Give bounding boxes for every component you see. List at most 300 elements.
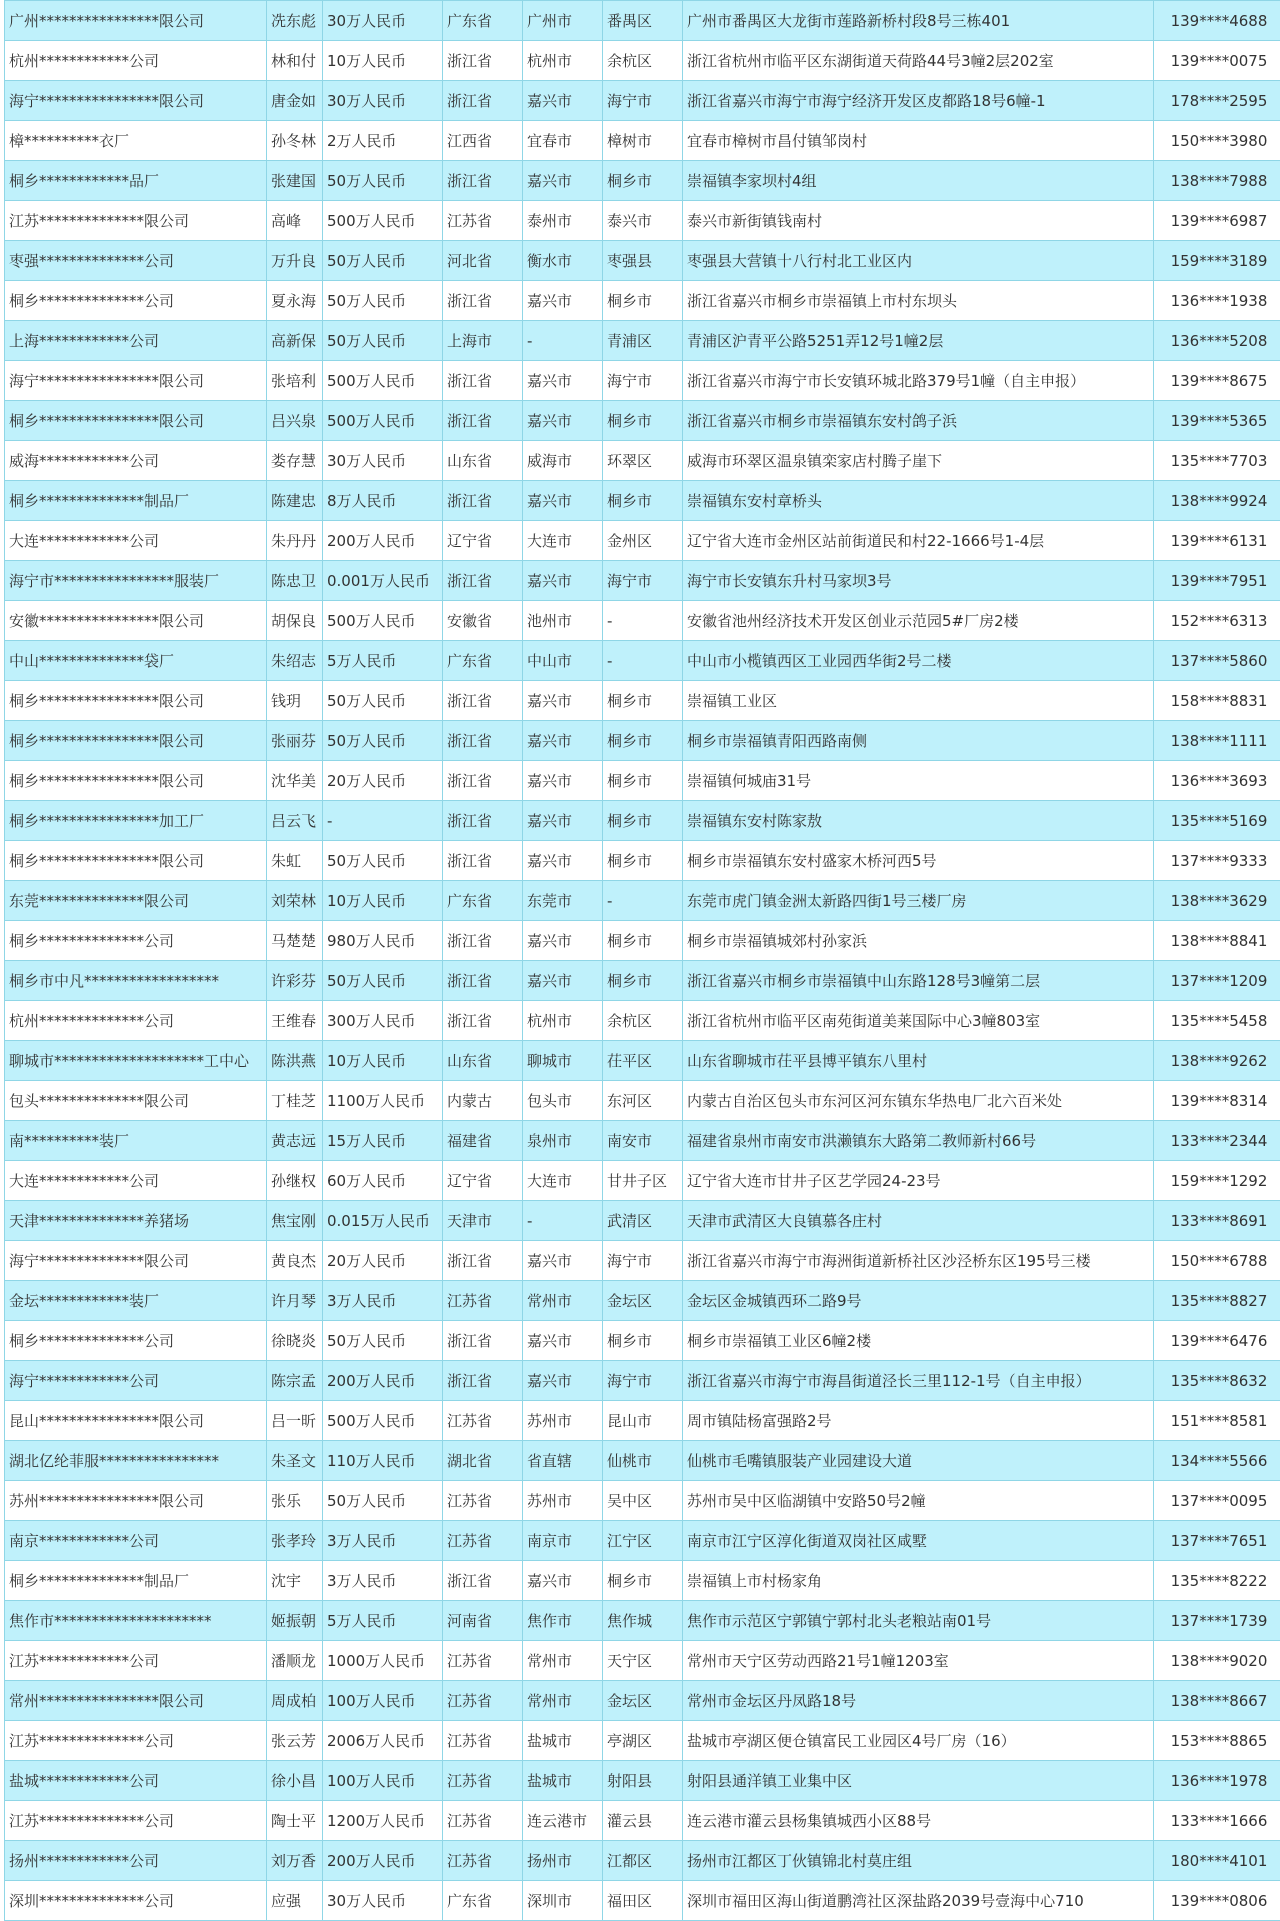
legal-person-cell: 朱绍志: [267, 641, 323, 681]
table-row: [5, 1201, 1280, 1241]
address-cell: 苏州市吴中区临湖镇中安路50号2幢: [683, 1481, 1154, 1521]
registered-capital-cell: 3万人民币: [323, 1281, 443, 1321]
district-cell: 桐乡市: [603, 681, 683, 721]
registered-capital-cell: 0.001万人民币: [323, 561, 443, 601]
address-cell: 崇福镇东安村章桥头: [683, 481, 1154, 521]
address-cell: 辽宁省大连市甘井子区艺学园24-23号: [683, 1161, 1154, 1201]
province-cell: 浙江省: [443, 681, 523, 721]
district-cell: 海宁市: [603, 1361, 683, 1401]
table-row: [5, 1561, 1280, 1601]
legal-person-cell: 朱圣文: [267, 1441, 323, 1481]
table-row: [5, 1761, 1280, 1801]
city-cell: 常州市: [523, 1281, 603, 1321]
company-name-cell: 广州****************限公司: [5, 1, 267, 41]
province-cell: 江苏省: [443, 1801, 523, 1841]
province-cell: 江苏省: [443, 1681, 523, 1721]
company-name-cell: 桐乡**************制品厂: [5, 1561, 267, 1601]
registered-capital-cell: 10万人民币: [323, 881, 443, 921]
legal-person-cell: 陈洪燕: [267, 1041, 323, 1081]
city-cell: 嘉兴市: [523, 1361, 603, 1401]
address-cell: 南京市江宁区淳化街道双岗社区咸墅: [683, 1521, 1154, 1561]
address-cell: 扬州市江都区丁伙镇锦北村莫庄组: [683, 1841, 1154, 1881]
table-row: [5, 561, 1280, 601]
address-cell: 崇福镇东安村陈家敖: [683, 801, 1154, 841]
phone-cell: 180****4101: [1154, 1841, 1280, 1881]
phone-cell: 137****1739: [1154, 1601, 1280, 1641]
province-cell: 山东省: [443, 441, 523, 481]
table-row: [5, 1401, 1280, 1441]
registered-capital-cell: 10万人民币: [323, 1041, 443, 1081]
district-cell: 焦作城: [603, 1601, 683, 1641]
table-row: [5, 481, 1280, 521]
legal-person-cell: 焦宝刚: [267, 1201, 323, 1241]
city-cell: 深圳市: [523, 1881, 603, 1921]
registered-capital-cell: 50万人民币: [323, 681, 443, 721]
address-cell: 广州市番禺区大龙街市莲路新桥村段8号三栋401: [683, 1, 1154, 41]
phone-cell: 135****8222: [1154, 1561, 1280, 1601]
district-cell: 南安市: [603, 1121, 683, 1161]
company-name-cell: 安徽****************限公司: [5, 601, 267, 641]
registered-capital-cell: 50万人民币: [323, 1481, 443, 1521]
legal-person-cell: 万升良: [267, 241, 323, 281]
address-cell: 东莞市虎门镇金洲太新路四街1号三楼厂房: [683, 881, 1154, 921]
city-cell: 泰州市: [523, 201, 603, 241]
phone-cell: 133****2344: [1154, 1121, 1280, 1161]
legal-person-cell: 冼东彪: [267, 1, 323, 41]
address-cell: 辽宁省大连市金州区站前街道民和村22-1666号1-4层: [683, 521, 1154, 561]
legal-person-cell: 沈宇: [267, 1561, 323, 1601]
registered-capital-cell: 1100万人民币: [323, 1081, 443, 1121]
district-cell: 桐乡市: [603, 721, 683, 761]
legal-person-cell: 吕云飞: [267, 801, 323, 841]
district-cell: 茌平区: [603, 1041, 683, 1081]
province-cell: 浙江省: [443, 561, 523, 601]
legal-person-cell: 张丽芬: [267, 721, 323, 761]
city-cell: 中山市: [523, 641, 603, 681]
table-row: [5, 521, 1280, 561]
registered-capital-cell: 20万人民币: [323, 1241, 443, 1281]
legal-person-cell: 马楚楚: [267, 921, 323, 961]
legal-person-cell: 林和付: [267, 41, 323, 81]
registered-capital-cell: 50万人民币: [323, 161, 443, 201]
address-cell: 宜春市樟树市昌付镇邹岗村: [683, 121, 1154, 161]
legal-person-cell: 丁桂芝: [267, 1081, 323, 1121]
registered-capital-cell: 50万人民币: [323, 721, 443, 761]
phone-cell: 153****8865: [1154, 1721, 1280, 1761]
address-cell: 安徽省池州经济技术开发区创业示范园5#厂房2楼: [683, 601, 1154, 641]
city-cell: 常州市: [523, 1681, 603, 1721]
legal-person-cell: 周成柏: [267, 1681, 323, 1721]
legal-person-cell: 黄良杰: [267, 1241, 323, 1281]
table-row: [5, 961, 1280, 1001]
district-cell: 海宁市: [603, 561, 683, 601]
address-cell: 崇福镇李家坝村4组: [683, 161, 1154, 201]
table-row: [5, 1521, 1280, 1561]
district-cell: 海宁市: [603, 1241, 683, 1281]
province-cell: 江苏省: [443, 1721, 523, 1761]
phone-cell: 139****6131: [1154, 521, 1280, 561]
province-cell: 上海市: [443, 321, 523, 361]
table-row: [5, 401, 1280, 441]
table-row: [5, 841, 1280, 881]
company-name-cell: 苏州****************限公司: [5, 1481, 267, 1521]
district-cell: 金州区: [603, 521, 683, 561]
registered-capital-cell: 50万人民币: [323, 321, 443, 361]
province-cell: 浙江省: [443, 1561, 523, 1601]
company-name-cell: 桐乡************品厂: [5, 161, 267, 201]
registered-capital-cell: 60万人民币: [323, 1161, 443, 1201]
city-cell: 嘉兴市: [523, 1321, 603, 1361]
district-cell: 金坛区: [603, 1681, 683, 1721]
company-name-cell: 桐乡****************限公司: [5, 401, 267, 441]
table-row: [5, 1641, 1280, 1681]
city-cell: 嘉兴市: [523, 401, 603, 441]
city-cell: 杭州市: [523, 41, 603, 81]
phone-cell: 138****9924: [1154, 481, 1280, 521]
company-name-cell: 桐乡****************限公司: [5, 681, 267, 721]
company-name-cell: 桐乡****************加工厂: [5, 801, 267, 841]
registered-capital-cell: 30万人民币: [323, 1881, 443, 1921]
district-cell: 天宁区: [603, 1641, 683, 1681]
province-cell: 辽宁省: [443, 1161, 523, 1201]
province-cell: 江苏省: [443, 1401, 523, 1441]
address-cell: 山东省聊城市茌平县博平镇东八里村: [683, 1041, 1154, 1081]
company-name-cell: 海宁****************限公司: [5, 361, 267, 401]
legal-person-cell: 张培利: [267, 361, 323, 401]
address-cell: 浙江省杭州市临平区东湖街道天荷路44号3幢2层202室: [683, 41, 1154, 81]
company-name-cell: 盐城************公司: [5, 1761, 267, 1801]
legal-person-cell: 张乐: [267, 1481, 323, 1521]
registered-capital-cell: 50万人民币: [323, 841, 443, 881]
district-cell: 泰兴市: [603, 201, 683, 241]
company-name-cell: 金坛************装厂: [5, 1281, 267, 1321]
company-name-cell: 焦作市*********************: [5, 1601, 267, 1641]
company-name-cell: 威海************公司: [5, 441, 267, 481]
phone-cell: 136****5208: [1154, 321, 1280, 361]
table-row: [5, 361, 1280, 401]
district-cell: 昆山市: [603, 1401, 683, 1441]
company-name-cell: 海宁**************限公司: [5, 1241, 267, 1281]
legal-person-cell: 胡保良: [267, 601, 323, 641]
table-row: [5, 881, 1280, 921]
address-cell: 仙桃市毛嘴镇服装产业园建设大道: [683, 1441, 1154, 1481]
table-body: [5, 1, 1280, 1921]
legal-person-cell: 张云芳: [267, 1721, 323, 1761]
city-cell: 嘉兴市: [523, 81, 603, 121]
registered-capital-cell: 30万人民币: [323, 81, 443, 121]
province-cell: 江西省: [443, 121, 523, 161]
address-cell: 盐城市亭湖区便仓镇富民工业园区4号厂房（16）: [683, 1721, 1154, 1761]
registered-capital-cell: -: [323, 801, 443, 841]
table-row: [5, 321, 1280, 361]
registered-capital-cell: 15万人民币: [323, 1121, 443, 1161]
address-cell: 天津市武清区大良镇慕各庄村: [683, 1201, 1154, 1241]
phone-cell: 139****7951: [1154, 561, 1280, 601]
district-cell: 江都区: [603, 1841, 683, 1881]
legal-person-cell: 娄存慧: [267, 441, 323, 481]
province-cell: 福建省: [443, 1121, 523, 1161]
district-cell: 金坛区: [603, 1281, 683, 1321]
phone-cell: 137****7651: [1154, 1521, 1280, 1561]
company-name-cell: 江苏**************限公司: [5, 201, 267, 241]
address-cell: 桐乡市崇福镇城郊村孙家浜: [683, 921, 1154, 961]
city-cell: 嘉兴市: [523, 961, 603, 1001]
phone-cell: 136****1978: [1154, 1761, 1280, 1801]
district-cell: 桐乡市: [603, 921, 683, 961]
table-row: [5, 81, 1280, 121]
district-cell: 余杭区: [603, 1001, 683, 1041]
company-name-cell: 包头**************限公司: [5, 1081, 267, 1121]
table-row: [5, 1681, 1280, 1721]
city-cell: 苏州市: [523, 1481, 603, 1521]
phone-cell: 135****5458: [1154, 1001, 1280, 1041]
address-cell: 内蒙古自治区包头市东河区河东镇东华热电厂北六百米处: [683, 1081, 1154, 1121]
company-name-cell: 湖北亿纶菲服****************: [5, 1441, 267, 1481]
province-cell: 江苏省: [443, 201, 523, 241]
province-cell: 浙江省: [443, 81, 523, 121]
legal-person-cell: 刘万香: [267, 1841, 323, 1881]
district-cell: 桐乡市: [603, 1561, 683, 1601]
table-row: [5, 1, 1280, 41]
legal-person-cell: 唐金如: [267, 81, 323, 121]
province-cell: 广东省: [443, 881, 523, 921]
registered-capital-cell: 200万人民币: [323, 1841, 443, 1881]
registered-capital-cell: 50万人民币: [323, 281, 443, 321]
address-cell: 常州市金坛区丹凤路18号: [683, 1681, 1154, 1721]
registered-capital-cell: 50万人民币: [323, 241, 443, 281]
company-name-cell: 江苏************公司: [5, 1641, 267, 1681]
district-cell: 桐乡市: [603, 161, 683, 201]
address-cell: 枣强县大营镇十八行村北工业区内: [683, 241, 1154, 281]
city-cell: 盐城市: [523, 1761, 603, 1801]
table-row: [5, 1441, 1280, 1481]
address-cell: 射阳县通洋镇工业集中区: [683, 1761, 1154, 1801]
city-cell: 嘉兴市: [523, 481, 603, 521]
company-name-cell: 海宁************公司: [5, 1361, 267, 1401]
province-cell: 安徽省: [443, 601, 523, 641]
address-cell: 浙江省嘉兴市海宁市海昌街道泾长三里112-1号（自主申报）: [683, 1361, 1154, 1401]
phone-cell: 137****5860: [1154, 641, 1280, 681]
city-cell: 威海市: [523, 441, 603, 481]
legal-person-cell: 姬振朝: [267, 1601, 323, 1641]
legal-person-cell: 陈宗孟: [267, 1361, 323, 1401]
phone-cell: 150****6788: [1154, 1241, 1280, 1281]
table-row: [5, 121, 1280, 161]
company-name-cell: 大连************公司: [5, 521, 267, 561]
district-cell: 亭湖区: [603, 1721, 683, 1761]
registered-capital-cell: 200万人民币: [323, 521, 443, 561]
city-cell: -: [523, 1201, 603, 1241]
province-cell: 湖北省: [443, 1441, 523, 1481]
company-name-cell: 桐乡市中凡******************: [5, 961, 267, 1001]
company-name-cell: 天津**************养猪场: [5, 1201, 267, 1241]
city-cell: -: [523, 321, 603, 361]
table-row: [5, 1121, 1280, 1161]
province-cell: 浙江省: [443, 961, 523, 1001]
phone-cell: 139****6987: [1154, 201, 1280, 241]
company-listing-sheet: [4, 0, 1280, 1921]
legal-person-cell: 刘荣林: [267, 881, 323, 921]
phone-cell: 139****0075: [1154, 41, 1280, 81]
legal-person-cell: 徐小昌: [267, 1761, 323, 1801]
city-cell: 嘉兴市: [523, 801, 603, 841]
phone-cell: 150****3980: [1154, 121, 1280, 161]
legal-person-cell: 吕兴泉: [267, 401, 323, 441]
city-cell: 嘉兴市: [523, 1561, 603, 1601]
address-cell: 金坛区金城镇西环二路9号: [683, 1281, 1154, 1321]
address-cell: 浙江省杭州市临平区南苑街道美莱国际中心3幢803室: [683, 1001, 1154, 1041]
phone-cell: 136****3693: [1154, 761, 1280, 801]
phone-cell: 135****8827: [1154, 1281, 1280, 1321]
phone-cell: 139****6476: [1154, 1321, 1280, 1361]
district-cell: 海宁市: [603, 361, 683, 401]
registered-capital-cell: 500万人民币: [323, 201, 443, 241]
district-cell: 桐乡市: [603, 401, 683, 441]
city-cell: 大连市: [523, 521, 603, 561]
registered-capital-cell: 2万人民币: [323, 121, 443, 161]
address-cell: 威海市环翠区温泉镇栾家店村腾子崖下: [683, 441, 1154, 481]
city-cell: 常州市: [523, 1641, 603, 1681]
city-cell: 聊城市: [523, 1041, 603, 1081]
city-cell: 苏州市: [523, 1401, 603, 1441]
city-cell: 扬州市: [523, 1841, 603, 1881]
address-cell: 崇福镇何城庙31号: [683, 761, 1154, 801]
registered-capital-cell: 500万人民币: [323, 1401, 443, 1441]
phone-cell: 138****8667: [1154, 1681, 1280, 1721]
registered-capital-cell: 3万人民币: [323, 1521, 443, 1561]
company-name-cell: 中山**************袋厂: [5, 641, 267, 681]
district-cell: -: [603, 601, 683, 641]
registered-capital-cell: 500万人民币: [323, 361, 443, 401]
registered-capital-cell: 2006万人民币: [323, 1721, 443, 1761]
company-name-cell: 桐乡**************制品厂: [5, 481, 267, 521]
district-cell: 青浦区: [603, 321, 683, 361]
phone-cell: 137****9333: [1154, 841, 1280, 881]
district-cell: 灌云县: [603, 1801, 683, 1841]
phone-cell: 139****0806: [1154, 1881, 1280, 1921]
company-name-cell: 桐乡**************公司: [5, 281, 267, 321]
city-cell: 嘉兴市: [523, 561, 603, 601]
city-cell: 嘉兴市: [523, 281, 603, 321]
registered-capital-cell: 500万人民币: [323, 601, 443, 641]
table-row: [5, 1161, 1280, 1201]
province-cell: 山东省: [443, 1041, 523, 1081]
registered-capital-cell: 50万人民币: [323, 1321, 443, 1361]
company-name-cell: 南**********装厂: [5, 1121, 267, 1161]
table-row: [5, 1281, 1280, 1321]
city-cell: 嘉兴市: [523, 841, 603, 881]
legal-person-cell: 钱玥: [267, 681, 323, 721]
phone-cell: 138****9262: [1154, 1041, 1280, 1081]
company-name-cell: 东莞**************限公司: [5, 881, 267, 921]
legal-person-cell: 沈华美: [267, 761, 323, 801]
registered-capital-cell: 500万人民币: [323, 401, 443, 441]
district-cell: 甘井子区: [603, 1161, 683, 1201]
district-cell: 樟树市: [603, 121, 683, 161]
address-cell: 焦作市示范区宁郭镇宁郭村北头老粮站南01号: [683, 1601, 1154, 1641]
province-cell: 江苏省: [443, 1761, 523, 1801]
district-cell: -: [603, 881, 683, 921]
table-row: [5, 441, 1280, 481]
province-cell: 浙江省: [443, 801, 523, 841]
city-cell: 嘉兴市: [523, 761, 603, 801]
city-cell: 盐城市: [523, 1721, 603, 1761]
phone-cell: 133****1666: [1154, 1801, 1280, 1841]
table-row: [5, 1041, 1280, 1081]
city-cell: 杭州市: [523, 1001, 603, 1041]
city-cell: 嘉兴市: [523, 721, 603, 761]
company-table: [4, 0, 1280, 1921]
legal-person-cell: 吕一昕: [267, 1401, 323, 1441]
company-name-cell: 海宁****************限公司: [5, 81, 267, 121]
phone-cell: 138****1111: [1154, 721, 1280, 761]
company-name-cell: 桐乡**************公司: [5, 1321, 267, 1361]
registered-capital-cell: 980万人民币: [323, 921, 443, 961]
table-row: [5, 1601, 1280, 1641]
city-cell: 池州市: [523, 601, 603, 641]
address-cell: 浙江省嘉兴市海宁市长安镇环城北路379号1幢（自主申报）: [683, 361, 1154, 401]
company-name-cell: 杭州**************公司: [5, 1001, 267, 1041]
phone-cell: 134****5566: [1154, 1441, 1280, 1481]
address-cell: 深圳市福田区海山街道鹏湾社区深盐路2039号壹海中心710: [683, 1881, 1154, 1921]
district-cell: 江宁区: [603, 1521, 683, 1561]
company-name-cell: 聊城市********************工中心: [5, 1041, 267, 1081]
table-row: [5, 1841, 1280, 1881]
district-cell: 仙桃市: [603, 1441, 683, 1481]
table-row: [5, 1881, 1280, 1921]
province-cell: 浙江省: [443, 721, 523, 761]
address-cell: 福建省泉州市南安市洪濑镇东大路第二教师新村66号: [683, 1121, 1154, 1161]
city-cell: 广州市: [523, 1, 603, 41]
registered-capital-cell: 5万人民币: [323, 1601, 443, 1641]
registered-capital-cell: 1200万人民币: [323, 1801, 443, 1841]
registered-capital-cell: 30万人民币: [323, 441, 443, 481]
registered-capital-cell: 1000万人民币: [323, 1641, 443, 1681]
address-cell: 浙江省嘉兴市海宁市海宁经济开发区皮都路18号6幢-1: [683, 81, 1154, 121]
city-cell: 泉州市: [523, 1121, 603, 1161]
district-cell: 桐乡市: [603, 961, 683, 1001]
city-cell: 宜春市: [523, 121, 603, 161]
registered-capital-cell: 30万人民币: [323, 1, 443, 41]
city-cell: 嘉兴市: [523, 1241, 603, 1281]
table-row: [5, 1241, 1280, 1281]
legal-person-cell: 陈建忠: [267, 481, 323, 521]
province-cell: 天津市: [443, 1201, 523, 1241]
company-name-cell: 江苏**************公司: [5, 1721, 267, 1761]
province-cell: 内蒙古: [443, 1081, 523, 1121]
province-cell: 浙江省: [443, 1321, 523, 1361]
province-cell: 江苏省: [443, 1641, 523, 1681]
district-cell: 枣强县: [603, 241, 683, 281]
district-cell: 桐乡市: [603, 801, 683, 841]
province-cell: 浙江省: [443, 281, 523, 321]
table-row: [5, 761, 1280, 801]
address-cell: 崇福镇上市村杨家角: [683, 1561, 1154, 1601]
city-cell: 包头市: [523, 1081, 603, 1121]
address-cell: 泰兴市新街镇钱南村: [683, 201, 1154, 241]
legal-person-cell: 孙继权: [267, 1161, 323, 1201]
company-name-cell: 扬州************公司: [5, 1841, 267, 1881]
table-row: [5, 201, 1280, 241]
registered-capital-cell: 10万人民币: [323, 41, 443, 81]
district-cell: 余杭区: [603, 41, 683, 81]
table-row: [5, 921, 1280, 961]
registered-capital-cell: 100万人民币: [323, 1681, 443, 1721]
phone-cell: 138****3629: [1154, 881, 1280, 921]
legal-person-cell: 朱虹: [267, 841, 323, 881]
company-name-cell: 樟**********衣厂: [5, 121, 267, 161]
table-row: [5, 801, 1280, 841]
